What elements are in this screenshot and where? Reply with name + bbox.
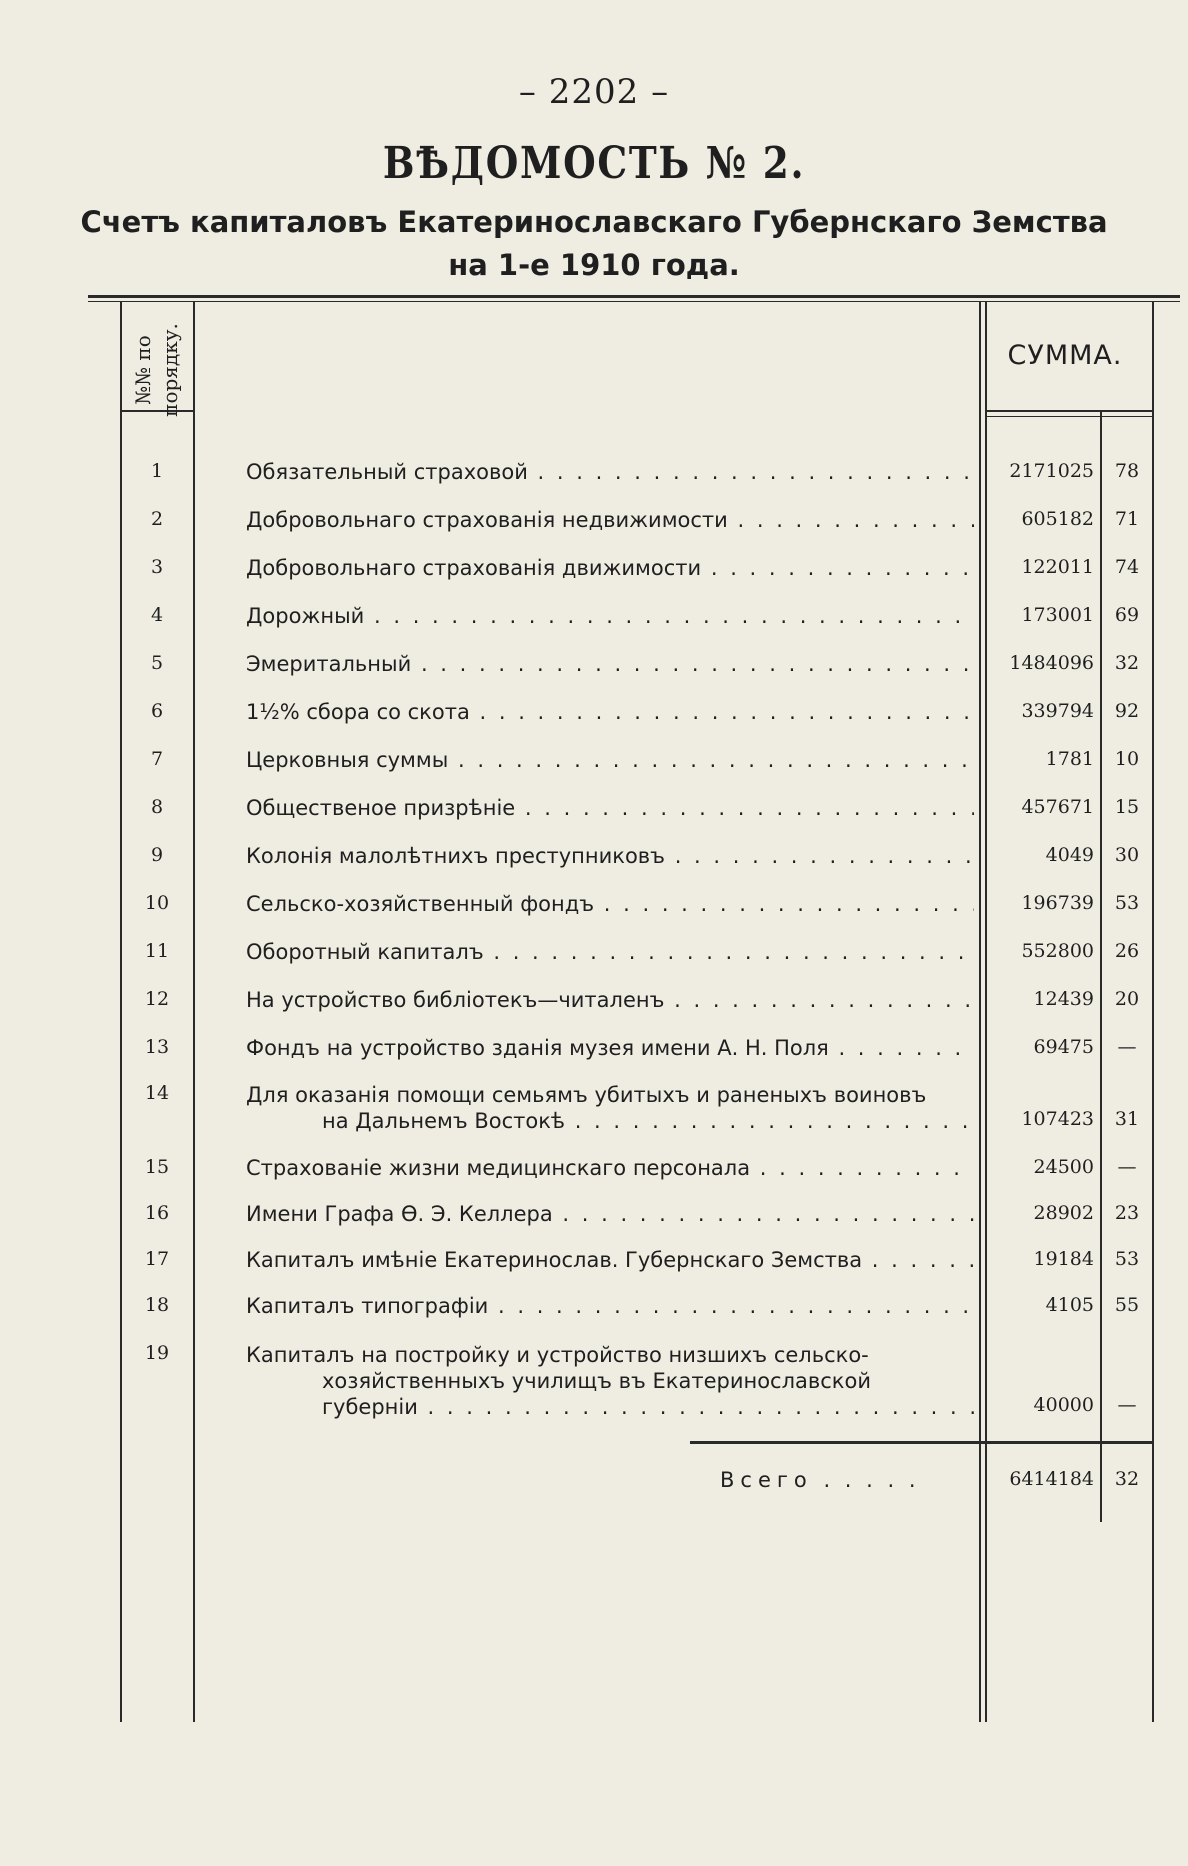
document-subtitle-line1: Счетъ капиталовъ Екатеринославскаго Губернскаго Земства [80,205,1108,239]
document-page: – 2202 – ВѢДОМОСТЬ № 2. Счетъ капиталовъ Екатеринославскаго Губернскаго Земства на 1-е 1910 года. №№ по порядку. СУММА. 1 Обязательный страховой . . . 2171025 78 2 Добровольнаго страхованія недвижимости . . . 605182 71 3 Добровольнаго страхованія движимости . . . 122011 74 4 Дорожный . . . 173001 69 5 Эмеритальный . . . 1484096 32 6 1½% сбора со скота . . . 339794 92 7 Церковныя суммы . . . 1781 10 8 Общественое призрѣніе . . . 457671 15 9 Колонія малолѣтнихъ преступниковъ . . . 4049 30 10 Сельско-хозяйственный фондъ . . . 196739 53 11 Оборотный капиталъ . . . 552800 26 12 На устройство библіотекъ—читаленъ . . . 12439 20 13 Фондъ на устройство зданія музея имени А. Н. Поля . . . 69475 — 14 Для оказанія помощи семьямъ убитыхъ и раненыхъ воиновъ на Дальнемъ Востокѣ . . . 107423 31 15 Страхованіе жизни медицинскаго персонала . . . 24500 — 16 Имени Графа Ѳ. Э. Келлера . . . 28902 23 17 Капиталъ имѣніе Екатеринослав. Губернскаго Земства . . . 19184 53 18 Капиталъ типографіи . . . 4105 55 19 Капиталъ на постройку и устройство низшихъ сельско- хозяйственныхъ училищъ въ Екатеринославской губерніи . . . 40000 — Всего . . . . . 6414184 32 [0,0,1188,1866]
document-title: ВѢДОМОСТЬ № 2. [382,138,806,189]
sum-column-border-left-b [985,302,987,1722]
sum-header-rule-thin [987,416,1152,417]
sum-header-rule [987,410,1152,412]
sum-column-border-left-a [979,302,981,1722]
top-rule-thin [88,301,1180,302]
document-subtitle-line2: на 1-е 1910 года. [448,248,740,282]
kopek-column-border [1100,412,1102,1522]
sum-column-header: СУММА. [1007,340,1123,371]
top-rule-thick [88,295,1180,298]
number-column-header: №№ по порядку. [131,323,182,417]
page-number: – 2202 – [518,72,670,112]
total-rule [690,1441,1152,1444]
table-right-border [1152,302,1154,1722]
number-column-border [193,302,195,1722]
